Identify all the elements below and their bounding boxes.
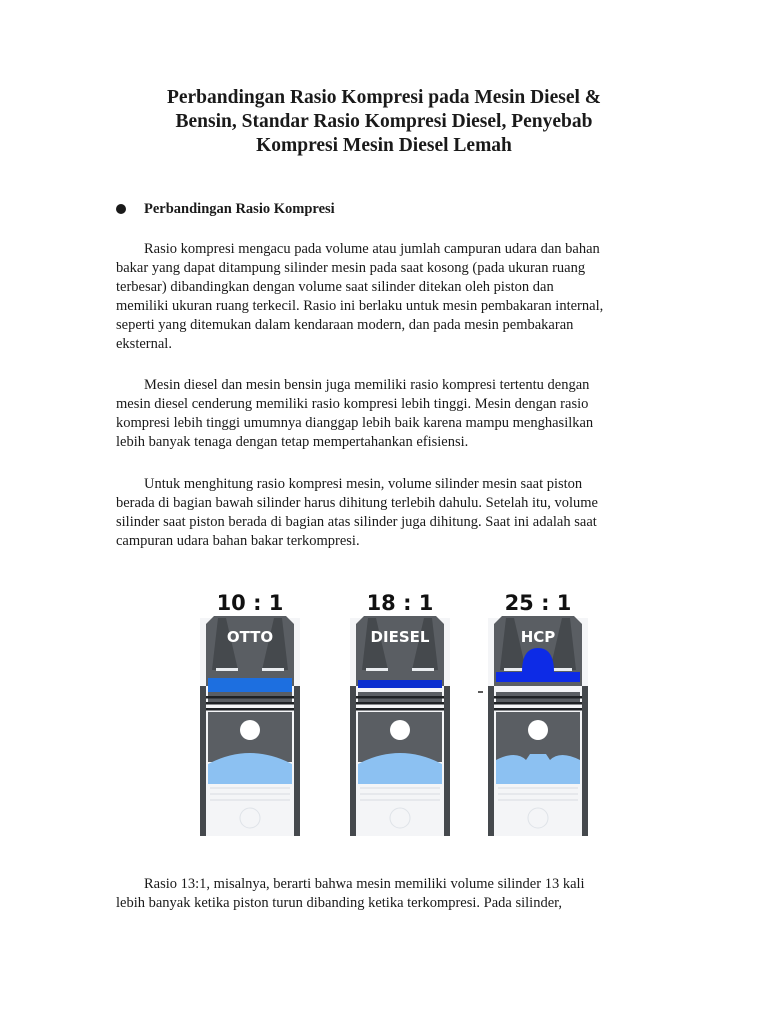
cylinder-wall-left <box>200 686 206 836</box>
text-line: silinder saat piston berada di bagian atas silinder juga dihitung. Saat ini adalah saat <box>116 514 597 530</box>
text-line: campuran udara bahan bakar terkompresi. <box>116 533 360 549</box>
compression-ratio-figure <box>198 588 598 838</box>
cylinder-wall-left <box>350 686 356 836</box>
engine-type-label: OTTO <box>226 628 274 646</box>
piston-illustration <box>200 591 300 836</box>
valve-seat <box>412 668 434 671</box>
engine-type-label: HCP <box>520 628 556 646</box>
wrist-pin <box>528 720 548 740</box>
valve-seat <box>366 668 388 671</box>
piston-ring <box>356 708 444 711</box>
text-line: lebih banyak ketika piston turun dibanding ketika terkompresi. Pada silinder, <box>116 895 563 911</box>
text-line: bakar yang dapat ditampung silinder mesin pada saat kosong (pada ukuran ruang <box>116 260 586 276</box>
text-line: memiliki ukuran ruang terkecil. Rasio ini berlaku untuk mesin pembakaran internal, <box>116 298 604 314</box>
combustion-chamber <box>208 678 292 692</box>
piston-illustration <box>478 591 588 836</box>
text-line: terbesar) dibandingkan dengan volume saat silinder ditekan oleh piston dan <box>116 279 554 295</box>
wrist-pin <box>390 720 410 740</box>
combustion-chamber-gap <box>496 672 580 682</box>
text-line: seperti yang ditemukan dalam kendaraan modern, dan pada mesin pembakaran <box>116 317 574 333</box>
piston-ring <box>206 696 294 699</box>
text-line: eksternal. <box>116 336 172 352</box>
wrist-pin <box>240 720 260 740</box>
document-title <box>100 86 668 158</box>
text-line: Rasio 13:1, misalnya, berarti bahwa mesin memiliki volume silinder 13 kali <box>144 876 585 892</box>
cylinder-wall-right <box>294 686 300 836</box>
cylinder-wall-left <box>488 686 494 836</box>
piston-ring <box>206 708 294 711</box>
valve-seat <box>262 668 284 671</box>
section-heading-label: Perbandingan Rasio Kompresi <box>144 201 335 217</box>
piston-ring <box>494 708 582 711</box>
compression-ratio-label: 10 : 1 <box>216 591 284 615</box>
paragraph-1 <box>116 240 656 354</box>
text-line: kompresi lebih tinggi umumnya dianggap lebih baik karena mampu menghasilkan <box>116 415 594 431</box>
text-line: Mesin diesel dan mesin bensin juga memiliki rasio kompresi tertentu dengan <box>144 377 590 393</box>
compression-ratio-label: 25 : 1 <box>504 591 572 615</box>
valve-seat <box>216 668 238 671</box>
piston-illustration <box>350 591 450 836</box>
paragraph-2 <box>116 376 656 452</box>
title-line: Perbandingan Rasio Kompresi pada Mesin Diesel & <box>166 87 602 108</box>
cylinder-wall-right <box>444 686 450 836</box>
combustion-chamber <box>358 680 442 688</box>
bullet-icon <box>116 204 126 214</box>
engine-type-label: DIESEL <box>370 628 430 646</box>
title-line: Kompresi Mesin Diesel Lemah <box>256 135 512 156</box>
text-line: lebih banyak tenaga dengan tetap mempertahankan efisiensi. <box>116 434 469 450</box>
text-line: mesin diesel cenderung memiliki rasio kompresi lebih tinggi. Mesin dengan rasio <box>116 396 589 412</box>
cylinder-wall-right <box>582 686 588 836</box>
text-line: berada di bagian bawah silinder harus dihitung terlebih dahulu. Setelah itu, volume <box>116 495 598 511</box>
text-line: Untuk menghitung rasio kompresi mesin, volume silinder mesin saat piston <box>144 476 583 492</box>
piston-ring <box>494 702 582 705</box>
paragraph-4 <box>116 875 656 913</box>
piston-ring <box>356 696 444 699</box>
paragraph-3 <box>116 475 656 551</box>
piston-ring <box>356 702 444 705</box>
piston-ring <box>494 696 582 699</box>
piston-skirt <box>496 754 580 784</box>
text-line: Rasio kompresi mengacu pada volume atau jumlah campuran udara dan bahan <box>144 241 600 257</box>
compression-ratio-label: 18 : 1 <box>366 591 434 615</box>
piston-ring <box>206 702 294 705</box>
title-line: Bensin, Standar Rasio Kompresi Diesel, Penyebab <box>175 111 593 132</box>
